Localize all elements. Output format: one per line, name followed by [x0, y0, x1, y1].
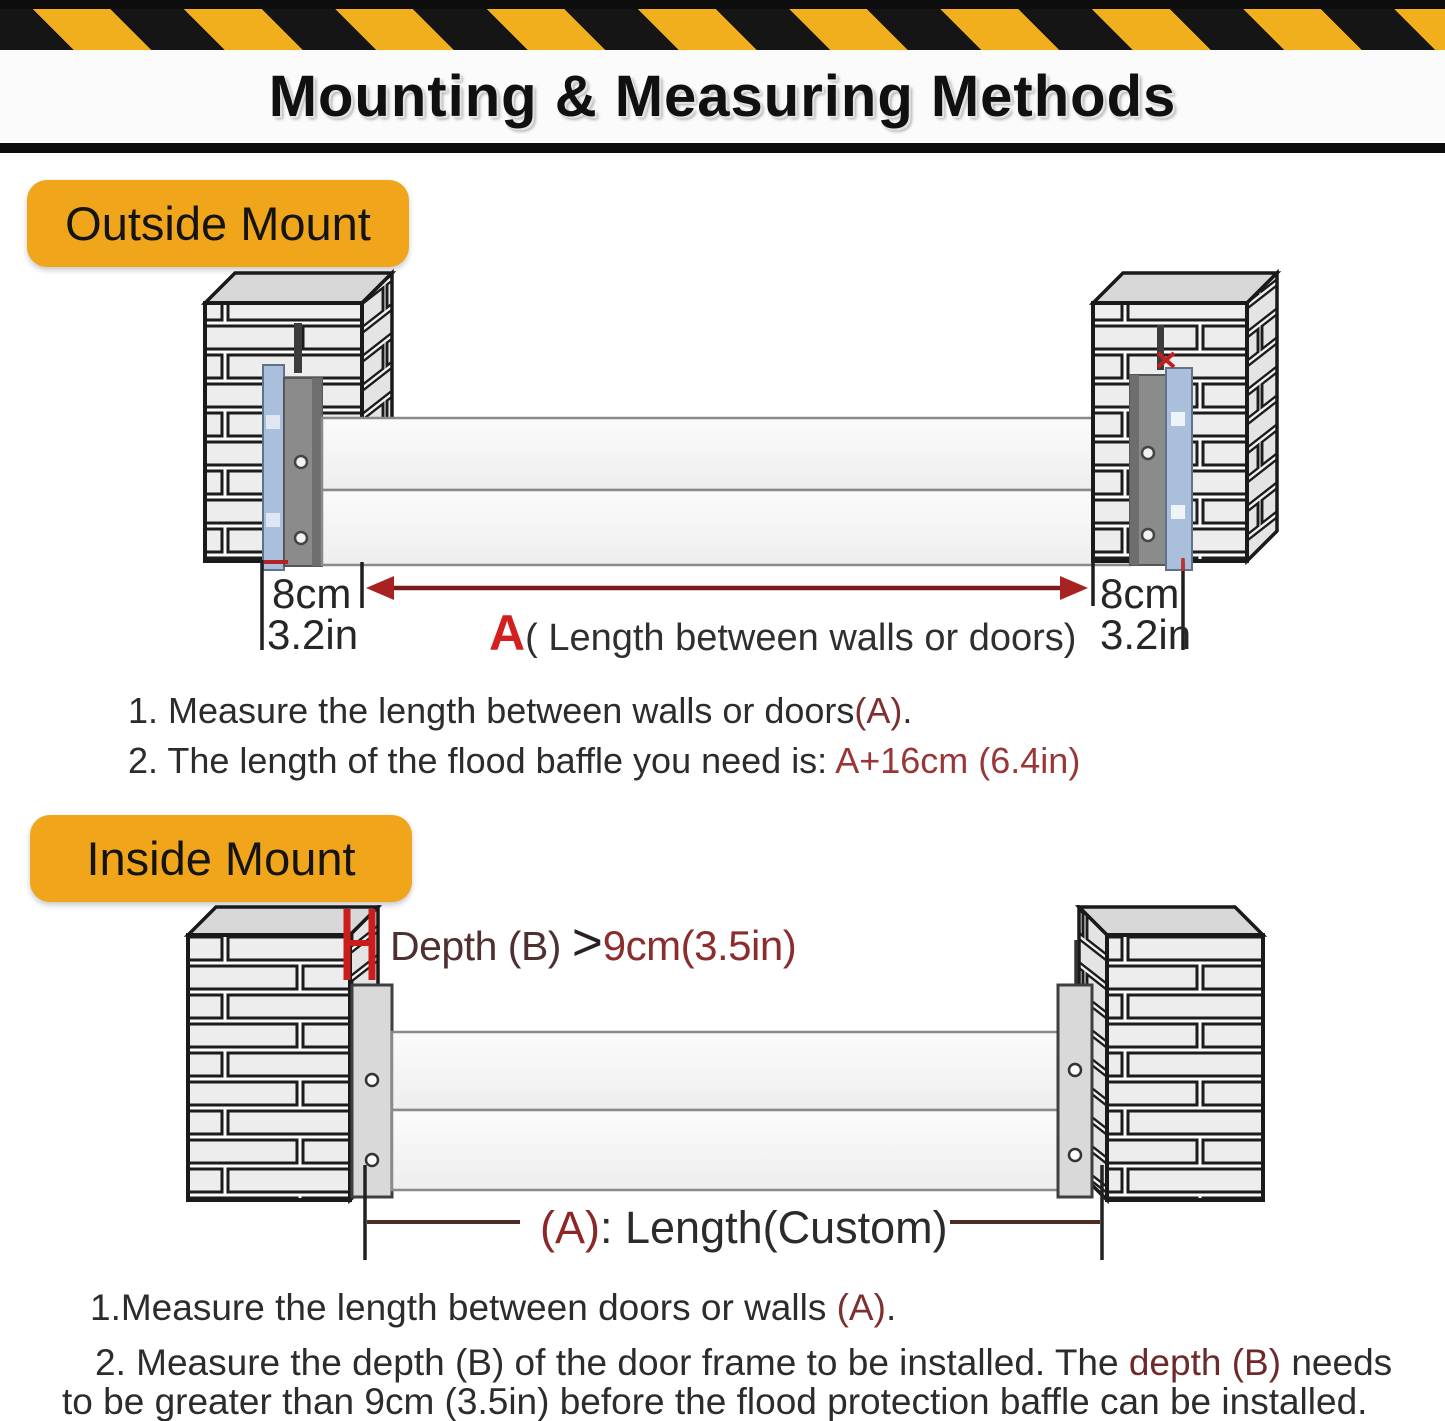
- inside-step-1: [90, 1286, 896, 1330]
- outside-left-dim-in: 3.2in: [267, 611, 359, 658]
- inside-mount-label: [30, 815, 412, 902]
- outside-mount-label: [27, 180, 409, 267]
- length-custom-label: [540, 1202, 948, 1253]
- outside-step-2-text: 2. The length of the flood baffle you need is:: [128, 740, 836, 781]
- length-a-dimension-label: [489, 605, 1077, 661]
- length-a-letter: A: [489, 605, 526, 661]
- length-custom-text: : Length(Custom): [600, 1202, 948, 1253]
- inside-step-1-period: .: [885, 1287, 897, 1328]
- depth-b-text: Depth (B): [390, 923, 572, 969]
- inside-step-2-suffix: needs: [1281, 1342, 1393, 1383]
- outside-step-2-red: A+16cm (6.4in): [835, 740, 1081, 781]
- inside-flood-barrier-panels: [392, 1032, 1060, 1190]
- outside-right-dim-cm: 8cm: [1100, 570, 1180, 617]
- inside-step-1-text: 1.Measure the length between doors or walls: [90, 1287, 837, 1328]
- outside-left-dim-cm: 8cm: [272, 570, 352, 617]
- left-anchor-rod: [294, 323, 302, 373]
- inside-step-2-text: 2. Measure the depth (B) of the door frame to be installed. The: [95, 1342, 1129, 1383]
- inside-step-1-red: (A): [836, 1287, 886, 1328]
- outside-step-1-red: (A): [854, 690, 903, 731]
- hazard-top-bar: [0, 0, 1445, 9]
- outside-step-2: [128, 740, 1080, 782]
- outside-right-dim-in: 3.2in: [1100, 611, 1192, 658]
- inside-step-2-red: depth (B): [1128, 1342, 1282, 1383]
- outside-mount-label-text: Outside Mount: [65, 197, 371, 250]
- header-divider-bar: [0, 143, 1445, 153]
- outside-step-1: [128, 690, 912, 732]
- length-custom-a: (A): [540, 1202, 600, 1253]
- outside-mount-diagram: [0, 265, 1445, 665]
- inside-right-brick-pillar: [1079, 907, 1263, 1200]
- depth-b-value: 9cm(3.5in): [602, 922, 797, 969]
- inside-step-2-line-2-text: to be greater than 9cm (3.5in) before the flood protection baffle can be installed.: [62, 1381, 1368, 1421]
- length-a-description: ( Length between walls or doors): [525, 617, 1077, 659]
- inside-right-mounting-plate: [1058, 985, 1092, 1197]
- greater-than-sign: >: [571, 913, 603, 972]
- inside-left-mounting-plate: [352, 985, 392, 1197]
- right-mounting-channel: [1130, 375, 1166, 565]
- depth-b-label: [390, 913, 797, 972]
- title-band: [0, 50, 1445, 143]
- outside-step-1-text: 1. Measure the length between walls or doors: [128, 690, 855, 731]
- flood-barrier-panels: [322, 418, 1130, 565]
- right-blue-seal-strip: [1166, 368, 1192, 570]
- page-title: Mounting & Measuring Methods: [268, 64, 1177, 129]
- inside-mount-label-text: Inside Mount: [86, 832, 356, 885]
- inside-step-2-line-1: [95, 1341, 1392, 1385]
- outside-step-1-period: .: [902, 690, 913, 731]
- inside-step-2-line-2: [62, 1380, 1367, 1421]
- left-blue-seal-strip: [263, 365, 284, 570]
